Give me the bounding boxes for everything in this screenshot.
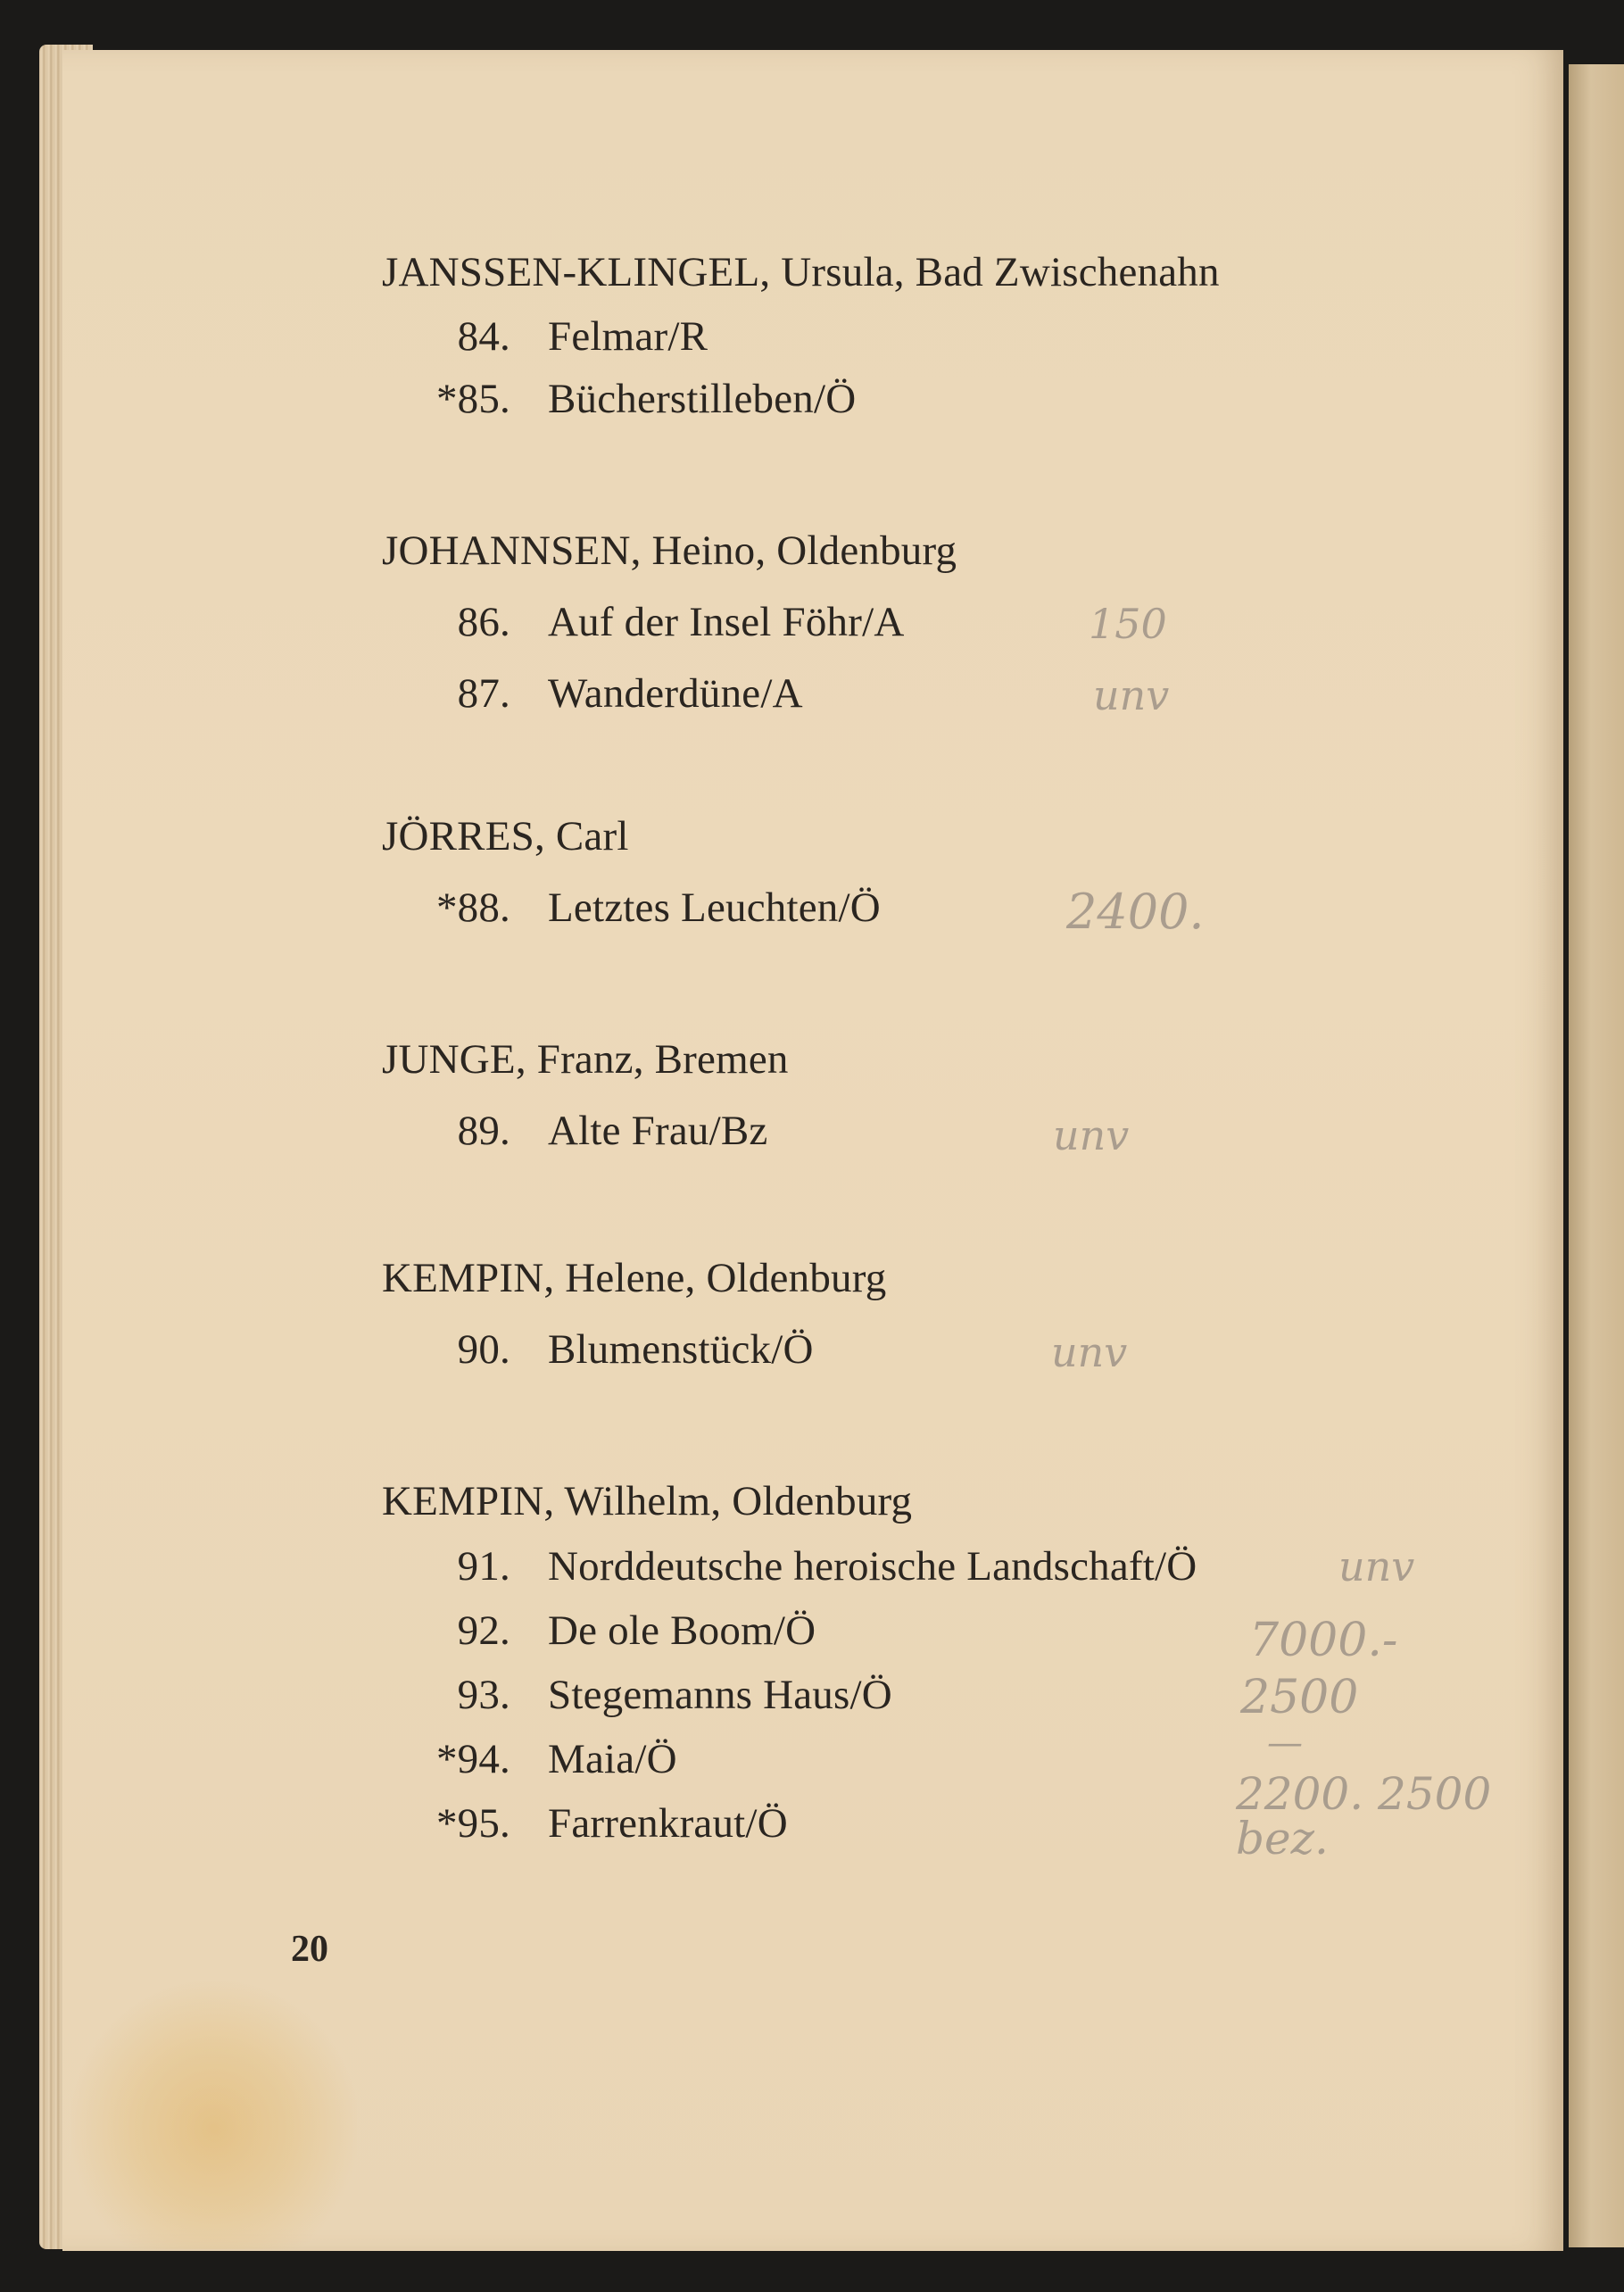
- artist-heading: JUNGE, Franz, Bremen: [382, 1036, 789, 1083]
- catalog-number: 89.: [457, 1108, 510, 1154]
- artwork-title: Felmar/R: [548, 313, 708, 360]
- catalog-number: 87.: [457, 670, 510, 717]
- artwork-title: Farrenkraut/Ö: [548, 1800, 788, 1847]
- handwritten-note: unv: [1093, 671, 1170, 719]
- artist-heading: JÖRRES, Carl: [382, 813, 629, 860]
- catalog-number: 92.: [457, 1607, 510, 1654]
- handwritten-note: unv: [1051, 1328, 1128, 1376]
- artwork-title: Wanderdüne/A: [548, 670, 803, 717]
- catalog-number: 86.: [457, 599, 510, 645]
- handwritten-note: 2200. 2500 bez.: [1236, 1768, 1492, 1864]
- catalog-number: 90.: [457, 1326, 510, 1373]
- artwork-title: Bücherstilleben/Ö: [548, 376, 857, 422]
- artwork-title: Maia/Ö: [548, 1736, 677, 1782]
- page-number: 20: [291, 1929, 328, 1970]
- artwork-title: Blumenstück/Ö: [548, 1326, 814, 1373]
- artist-heading: KEMPIN, Wilhelm, Oldenburg: [382, 1478, 913, 1524]
- artwork-title: De ole Boom/Ö: [548, 1607, 816, 1654]
- paper-stain: [71, 1981, 357, 2249]
- artist-heading: JANSSEN-KLINGEL, Ursula, Bad Zwischenahn: [382, 249, 1220, 295]
- handwritten-note: —: [1267, 1723, 1303, 1764]
- artist-heading: KEMPIN, Helene, Oldenburg: [382, 1255, 887, 1301]
- facing-page-edge: [1569, 64, 1624, 2247]
- catalog-number: 93.: [457, 1672, 510, 1718]
- artwork-title: Norddeutsche heroische Landschaft/Ö: [548, 1543, 1197, 1590]
- handwritten-note: unv: [1338, 1542, 1415, 1590]
- catalog-number: *95.: [435, 1800, 510, 1847]
- catalog-number: 91.: [457, 1543, 510, 1590]
- catalog-number: 84.: [457, 313, 510, 360]
- handwritten-note: 2500: [1240, 1671, 1359, 1724]
- artist-heading: JOHANNSEN, Heino, Oldenburg: [382, 527, 957, 574]
- handwritten-note: 150: [1089, 600, 1167, 648]
- artwork-title: Alte Frau/Bz: [548, 1108, 768, 1154]
- artwork-title: Letztes Leuchten/Ö: [548, 884, 881, 931]
- handwritten-note: 2400.: [1066, 884, 1205, 940]
- handwritten-note: 7000.-: [1249, 1614, 1398, 1667]
- catalog-number: *85.: [435, 376, 510, 422]
- artwork-title: Auf der Insel Föhr/A: [548, 599, 905, 645]
- artwork-title: Stegemanns Haus/Ö: [548, 1672, 892, 1718]
- catalog-number: *94.: [435, 1736, 510, 1782]
- handwritten-note: unv: [1053, 1111, 1130, 1159]
- catalog-number: *88.: [435, 884, 510, 931]
